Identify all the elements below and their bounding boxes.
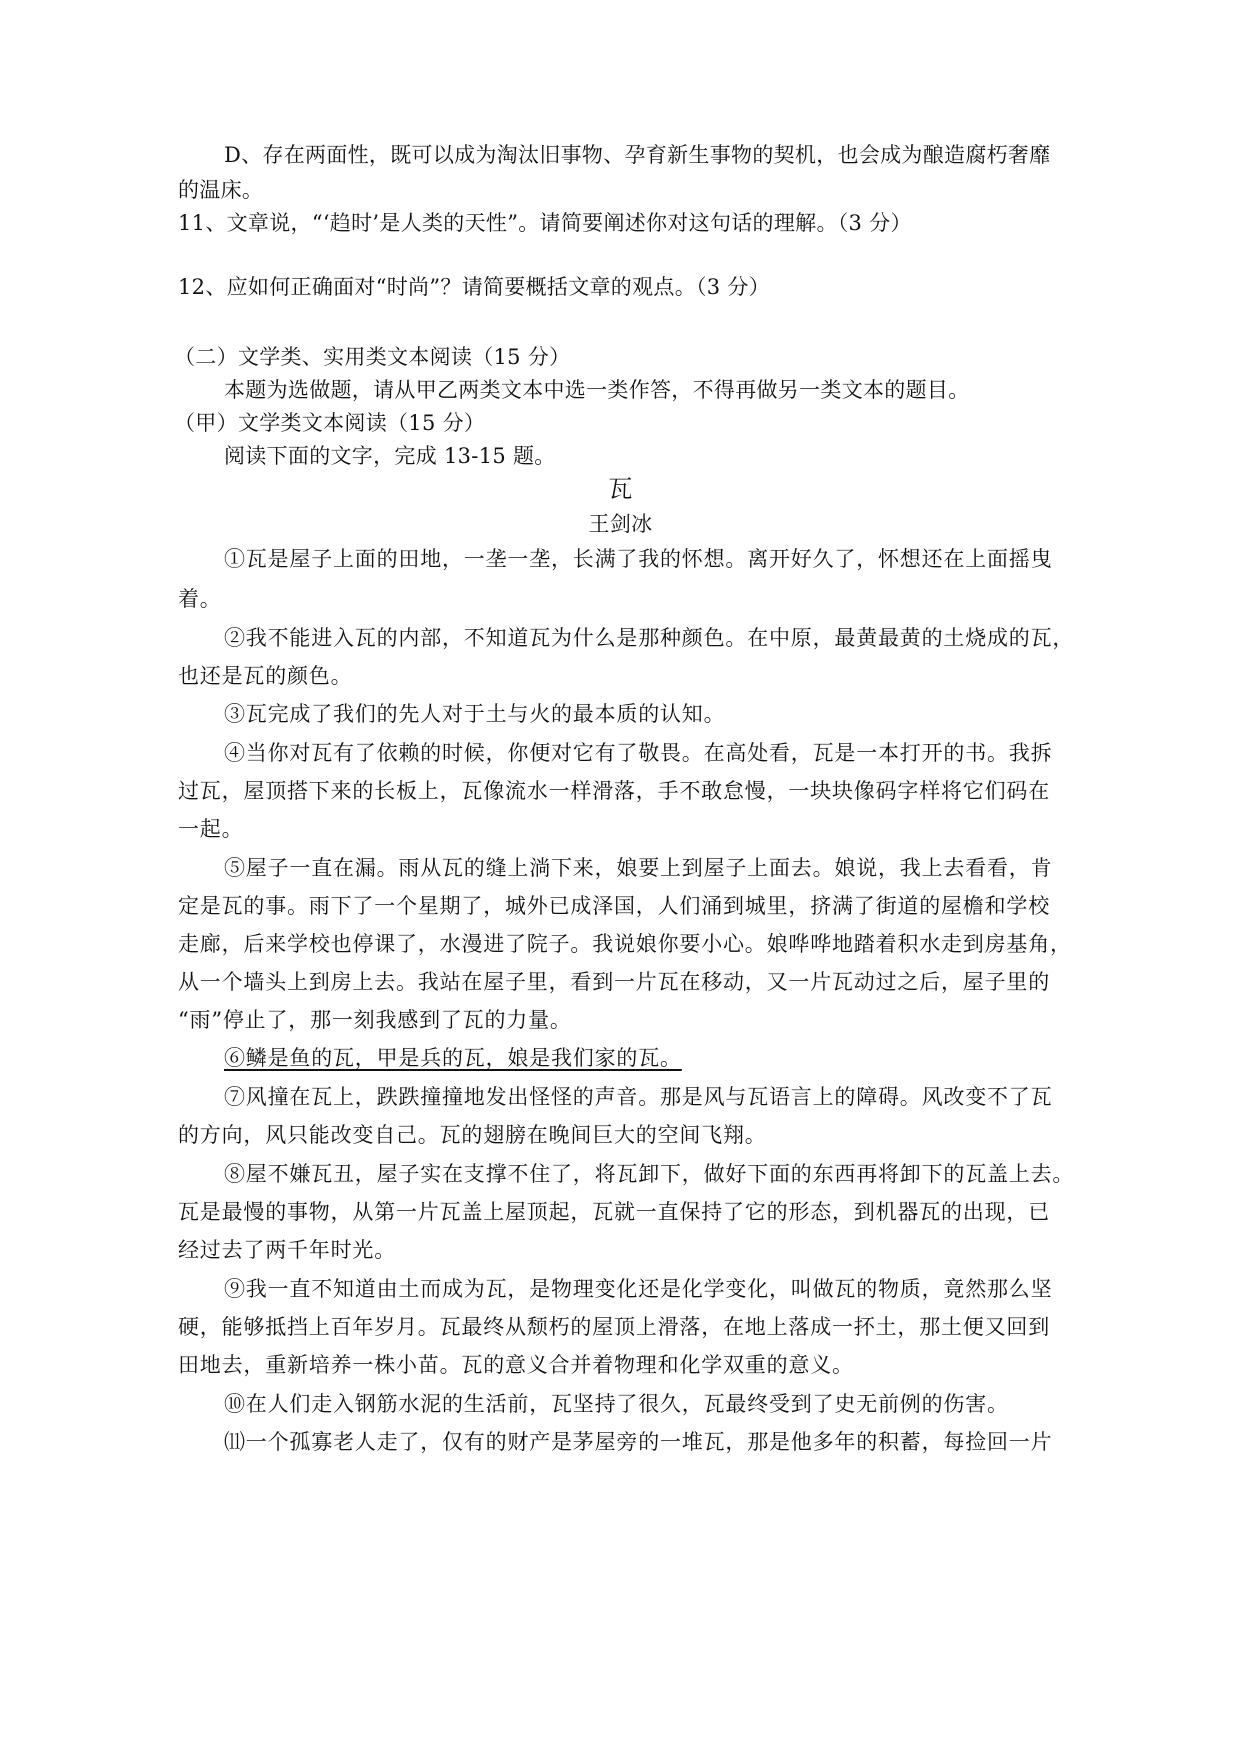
section-heading-2: （二）文学类、实用类文本阅读（15 分）: [174, 345, 571, 369]
paragraph-8-line-3: 经过去了两千年时光。: [178, 1238, 396, 1262]
paragraph-5-line-5: “雨”停止了，那一刻我感到了瓦的力量。: [178, 1008, 572, 1032]
option-d-line-1: D、存在两面性，既可以成为淘汰旧事物、孕育新生事物的契机，也会成为酿造腐朽奢靡: [224, 143, 1051, 167]
paragraph-10-line-1: ⑩在人们走入钢筋水泥的生活前，瓦坚持了很久，瓦最终受到了史无前例的伤害。: [224, 1392, 1009, 1416]
paragraph-4-line-2: 过瓦，屋顶搭下来的长板上，瓦像流水一样滑落，手不敢怠慢，一块块像码字样将它们码在: [178, 779, 1050, 803]
paragraph-9-line-2: 硬，能够抵挡上百年岁月。瓦最终从颓朽的屋顶上滑落，在地上落成一抔土，那土便又回到: [178, 1315, 1050, 1339]
paragraph-11-line-1: ⑾一个孤寡老人走了，仅有的财产是茅屋旁的一堆瓦，那是他多年的积蓄，每捡回一片: [224, 1430, 1053, 1454]
subsection-heading-a: （甲）文学类文本阅读（15 分）: [174, 411, 486, 435]
paragraph-5-line-4: 从一个墙头上到房上去。我站在屋子里，看到一片瓦在移动，又一片瓦动过之后，屋子里的: [178, 970, 1050, 994]
question-11: 11、文章说，“‘趋时’是人类的天性”。请简要阐述你对这句话的理解。（3 分）: [178, 211, 912, 235]
article-author: 王剑冰: [588, 512, 653, 536]
paragraph-1-line-1: ①瓦是屋子上面的田地，一垄一垄，长满了我的怀想。离开好久了，怀想还在上面摇曳: [224, 547, 1053, 571]
paragraph-7-line-2: 的方向，风只能改变自己。瓦的翅膀在晚间巨大的空间飞翔。: [178, 1123, 767, 1147]
paragraph-8-line-1: ⑧屋不嫌瓦丑，屋子实在支撑不住了，将瓦卸下，做好下面的东西再将卸下的瓦盖上去。: [224, 1162, 1075, 1186]
paragraph-9-line-3: 田地去，重新培养一株小苗。瓦的意义合并着物理和化学双重的意义。: [178, 1353, 854, 1377]
paragraph-9-line-1: ⑨我一直不知道由土而成为瓦，是物理变化还是化学变化，叫做瓦的物质，竟然那么坚: [224, 1277, 1053, 1301]
paragraph-8-line-2: 瓦是最慢的事物，从第一片瓦盖上屋顶起，瓦就一直保持了它的形态，到机器瓦的出现，已: [178, 1200, 1050, 1224]
paragraph-5-line-2: 定是瓦的事。雨下了一个星期了，城外已成泽国，人们涌到城里，挤满了街道的屋檐和学校: [178, 894, 1050, 918]
paragraph-4-line-1: ④当你对瓦有了依赖的时候，你便对它有了敬畏。在高处看，瓦是一本打开的书。我拆: [224, 741, 1053, 765]
paragraph-1-line-2: 着。: [178, 587, 222, 611]
paragraph-2-line-1: ②我不能进入瓦的内部，不知道瓦为什么是那种颜色。在中原，最黄最黄的土烧成的瓦，: [224, 626, 1075, 650]
option-d-line-2: 的温床。: [178, 178, 264, 202]
paragraph-3-line-1: ③瓦完成了我们的先人对于土与火的最本质的认知。: [224, 702, 726, 726]
paragraph-5-line-3: 走廊，后来学校也停课了，水漫进了院子。我说娘你要小心。娘哗哗地踏着积水走到房基角，: [178, 932, 1072, 956]
paragraph-6-line-1: ⑥鳞是鱼的瓦，甲是兵的瓦，娘是我们家的瓦。: [224, 1046, 682, 1070]
paragraph-2-line-2: 也还是瓦的颜色。: [178, 664, 353, 688]
paragraph-5-line-1: ⑤屋子一直在漏。雨从瓦的缝上淌下来，娘要上到屋子上面去。娘说，我上去看看，肯: [224, 856, 1053, 880]
question-12: 12、应如何正确面对“时尚”？请简要概括文章的观点。（3 分）: [178, 275, 771, 299]
paragraph-4-line-3: 一起。: [178, 817, 244, 841]
section-instruction: 本题为选做题，请从甲乙两类文本中选一类作答，不得再做另一类文本的题目。: [224, 378, 970, 402]
paragraph-7-line-1: ⑦风撞在瓦上，跌跌撞撞地发出怪怪的声音。那是风与瓦语言上的障碍。风改变不了瓦: [224, 1085, 1053, 1109]
reading-instruction: 阅读下面的文字，完成 13-15 题。: [224, 444, 556, 468]
article-title: 瓦: [608, 475, 633, 503]
